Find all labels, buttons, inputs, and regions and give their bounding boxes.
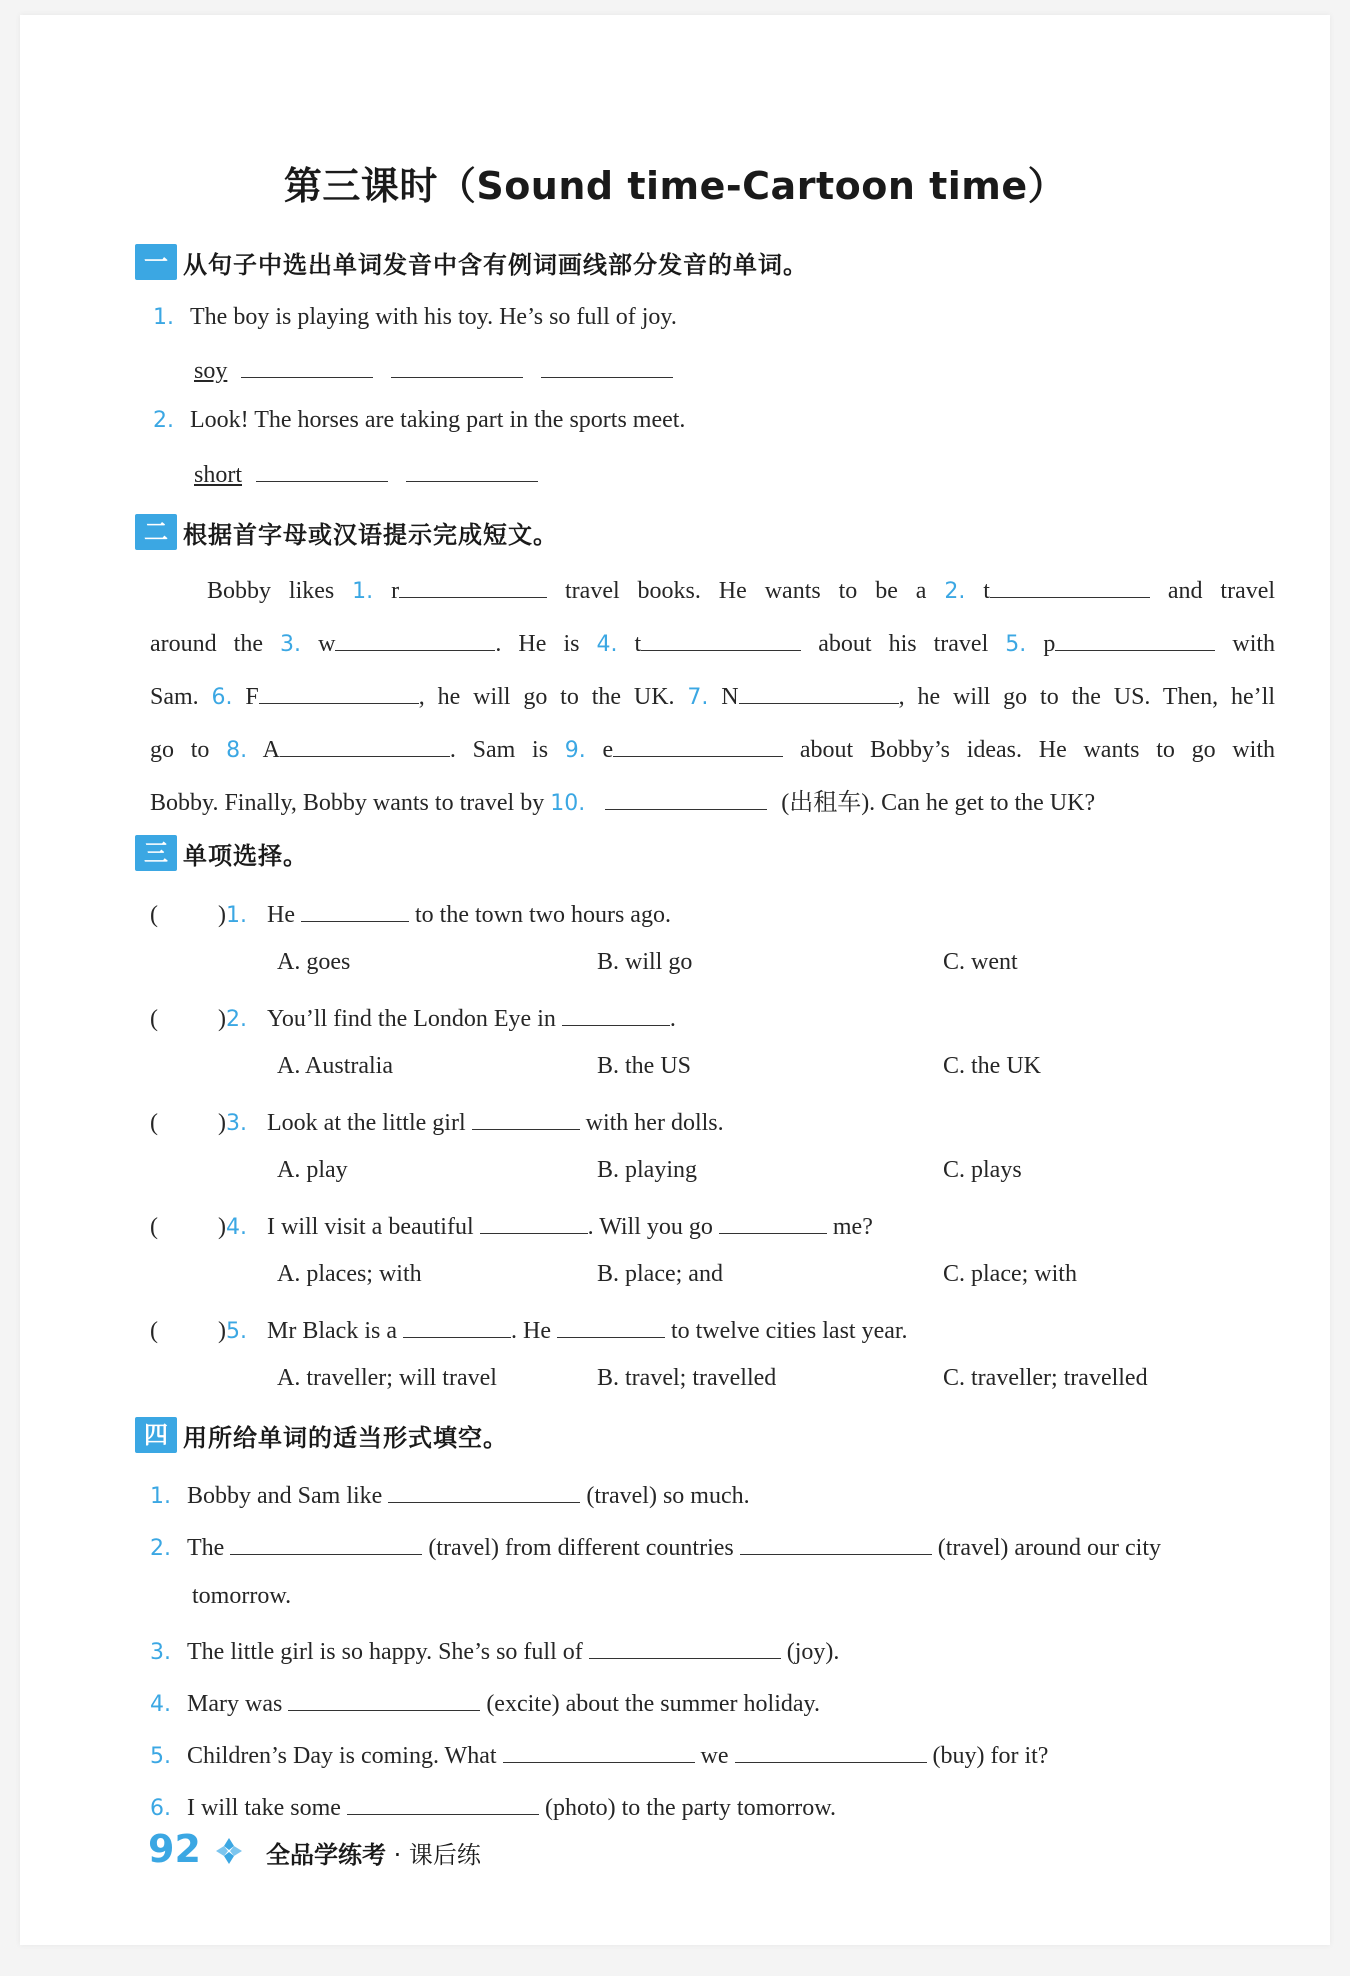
s4-question-5: 5. Children’s Day is coming. What we (buy) for it?: [150, 1736, 1048, 1773]
option-b[interactable]: B. will go: [597, 949, 693, 975]
section-badge: 四: [135, 1417, 177, 1453]
answer-blank[interactable]: [399, 571, 547, 598]
mc-question-3: ( )3. Look at the little girl with her dolls.: [150, 1103, 724, 1140]
s1-answer-row-1: [194, 351, 673, 387]
s4-question-2-cont: tomorrow.: [192, 1583, 292, 1609]
answer-blank[interactable]: [347, 1788, 539, 1815]
answer-blank[interactable]: [562, 999, 670, 1026]
option-c[interactable]: C. plays: [943, 1157, 1022, 1183]
option-a[interactable]: A. play: [277, 1157, 348, 1183]
option-c[interactable]: C. traveller; travelled: [943, 1365, 1148, 1391]
question-number: 2.: [153, 408, 174, 433]
passage-line: around the 3. w . He is 4. t about his travel 5. p with: [150, 618, 1275, 671]
answer-blank[interactable]: [472, 1103, 580, 1130]
section-3-header: [135, 833, 308, 873]
option-a[interactable]: A. Australia: [277, 1053, 394, 1079]
option-b[interactable]: B. place; and: [597, 1261, 723, 1287]
answer-blank[interactable]: [541, 351, 673, 378]
answer-blank[interactable]: [288, 1684, 480, 1711]
answer-blank[interactable]: [280, 730, 450, 757]
question-text: Look! The horses are taking part in the sports meet.: [190, 407, 686, 433]
answer-blank[interactable]: [605, 783, 767, 810]
passage-line: go to 8. A . Sam is 9. e about Bobby’s ideas. He wants to go with: [150, 724, 1275, 777]
s4-question-6: 6. I will take some (photo) to the party tomorrow.: [150, 1788, 836, 1825]
answer-blank[interactable]: [335, 624, 495, 651]
section-badge: 一: [135, 244, 177, 280]
section-heading: 根据首字母或汉语提示完成短文。: [183, 520, 558, 549]
section-badge: 三: [135, 835, 177, 871]
option-a[interactable]: A. places; with: [277, 1261, 422, 1287]
s4-question-4: 4. Mary was (excite) about the summer holiday.: [150, 1684, 820, 1721]
mc-question-4: ( )4. I will visit a beautiful . Will you go me?: [150, 1207, 873, 1244]
section-1-header: [135, 242, 808, 282]
option-c[interactable]: C. went: [943, 949, 1018, 975]
section-heading: 用所给单词的适当形式填空。: [183, 1423, 508, 1452]
answer-blank[interactable]: [1055, 624, 1215, 651]
section-4-header: [135, 1415, 508, 1455]
answer-blank[interactable]: [480, 1207, 588, 1234]
section-badge: 二: [135, 514, 177, 550]
answer-blank[interactable]: [241, 351, 373, 378]
example-word: soy: [194, 358, 228, 384]
section-heading: 单项选择。: [183, 841, 308, 870]
answer-blank[interactable]: [406, 455, 538, 482]
answer-blank[interactable]: [589, 1632, 781, 1659]
mc-question-2: ( )2. You’ll find the London Eye in .: [150, 999, 676, 1036]
section-2-header: [135, 512, 558, 552]
section-heading: 从句子中选出单词发音中含有例词画线部分发音的单词。: [183, 250, 808, 279]
diamond-logo-icon: [215, 1837, 243, 1870]
example-word: short: [194, 462, 242, 488]
answer-blank[interactable]: [388, 1476, 580, 1503]
mc-question-5: ( )5. Mr Black is a . He to twelve cities last year.: [150, 1311, 908, 1348]
answer-blank[interactable]: [230, 1528, 422, 1555]
option-c[interactable]: C. the UK: [943, 1053, 1041, 1079]
passage-line: Sam. 6. F , he will go to the UK. 7. N , he will go to the US. Then, he’ll: [150, 671, 1275, 724]
page-title: 第三课时（Sound time-Cartoon time）: [283, 164, 1067, 208]
answer-blank[interactable]: [256, 455, 388, 482]
s1-question-2: [153, 404, 685, 437]
s4-question-2: 2. The (travel) from different countries (travel) around our city: [150, 1528, 1161, 1565]
mc-question-1: ( )1. He to the town two hours ago.: [150, 895, 671, 932]
answer-blank[interactable]: [557, 1311, 665, 1338]
answer-blank[interactable]: [301, 895, 409, 922]
passage-line: Bobby. Finally, Bobby wants to travel by 10. (出租车). Can he get to the UK?: [150, 777, 1275, 830]
answer-blank[interactable]: [259, 677, 419, 704]
answer-blank[interactable]: [990, 571, 1150, 598]
answer-blank[interactable]: [403, 1311, 511, 1338]
option-b[interactable]: B. the US: [597, 1053, 692, 1079]
cloze-passage: [150, 565, 1275, 830]
page-number: 92: [148, 1827, 201, 1871]
answer-blank[interactable]: [735, 1736, 927, 1763]
passage-line: Bobby likes 1. r travel books. He wants to be a 2. t and travel: [150, 565, 1275, 618]
question-number: 1.: [153, 305, 174, 330]
worksheet-page: [20, 15, 1330, 1945]
option-c[interactable]: C. place; with: [943, 1261, 1077, 1287]
answer-blank[interactable]: [391, 351, 523, 378]
answer-blank[interactable]: [740, 1528, 932, 1555]
answer-blank[interactable]: [503, 1736, 695, 1763]
answer-blank[interactable]: [719, 1207, 827, 1234]
s1-question-1: [153, 301, 677, 334]
answer-blank[interactable]: [613, 730, 783, 757]
s1-answer-row-2: [194, 455, 538, 491]
option-a[interactable]: A. traveller; will travel: [277, 1365, 497, 1391]
option-b[interactable]: B. travel; travelled: [597, 1365, 777, 1391]
option-a[interactable]: A. goes: [277, 949, 351, 975]
question-text: The boy is playing with his toy. He’s so full of joy.: [190, 304, 677, 330]
s4-question-3: 3. The little girl is so happy. She’s so full of (joy).: [150, 1632, 839, 1669]
option-b[interactable]: B. playing: [597, 1157, 698, 1183]
answer-blank[interactable]: [641, 624, 801, 651]
s4-question-1: 1. Bobby and Sam like (travel) so much.: [150, 1476, 750, 1513]
answer-blank[interactable]: [739, 677, 899, 704]
footer-brand: 全品学练考 · 课后练: [266, 1841, 481, 1869]
